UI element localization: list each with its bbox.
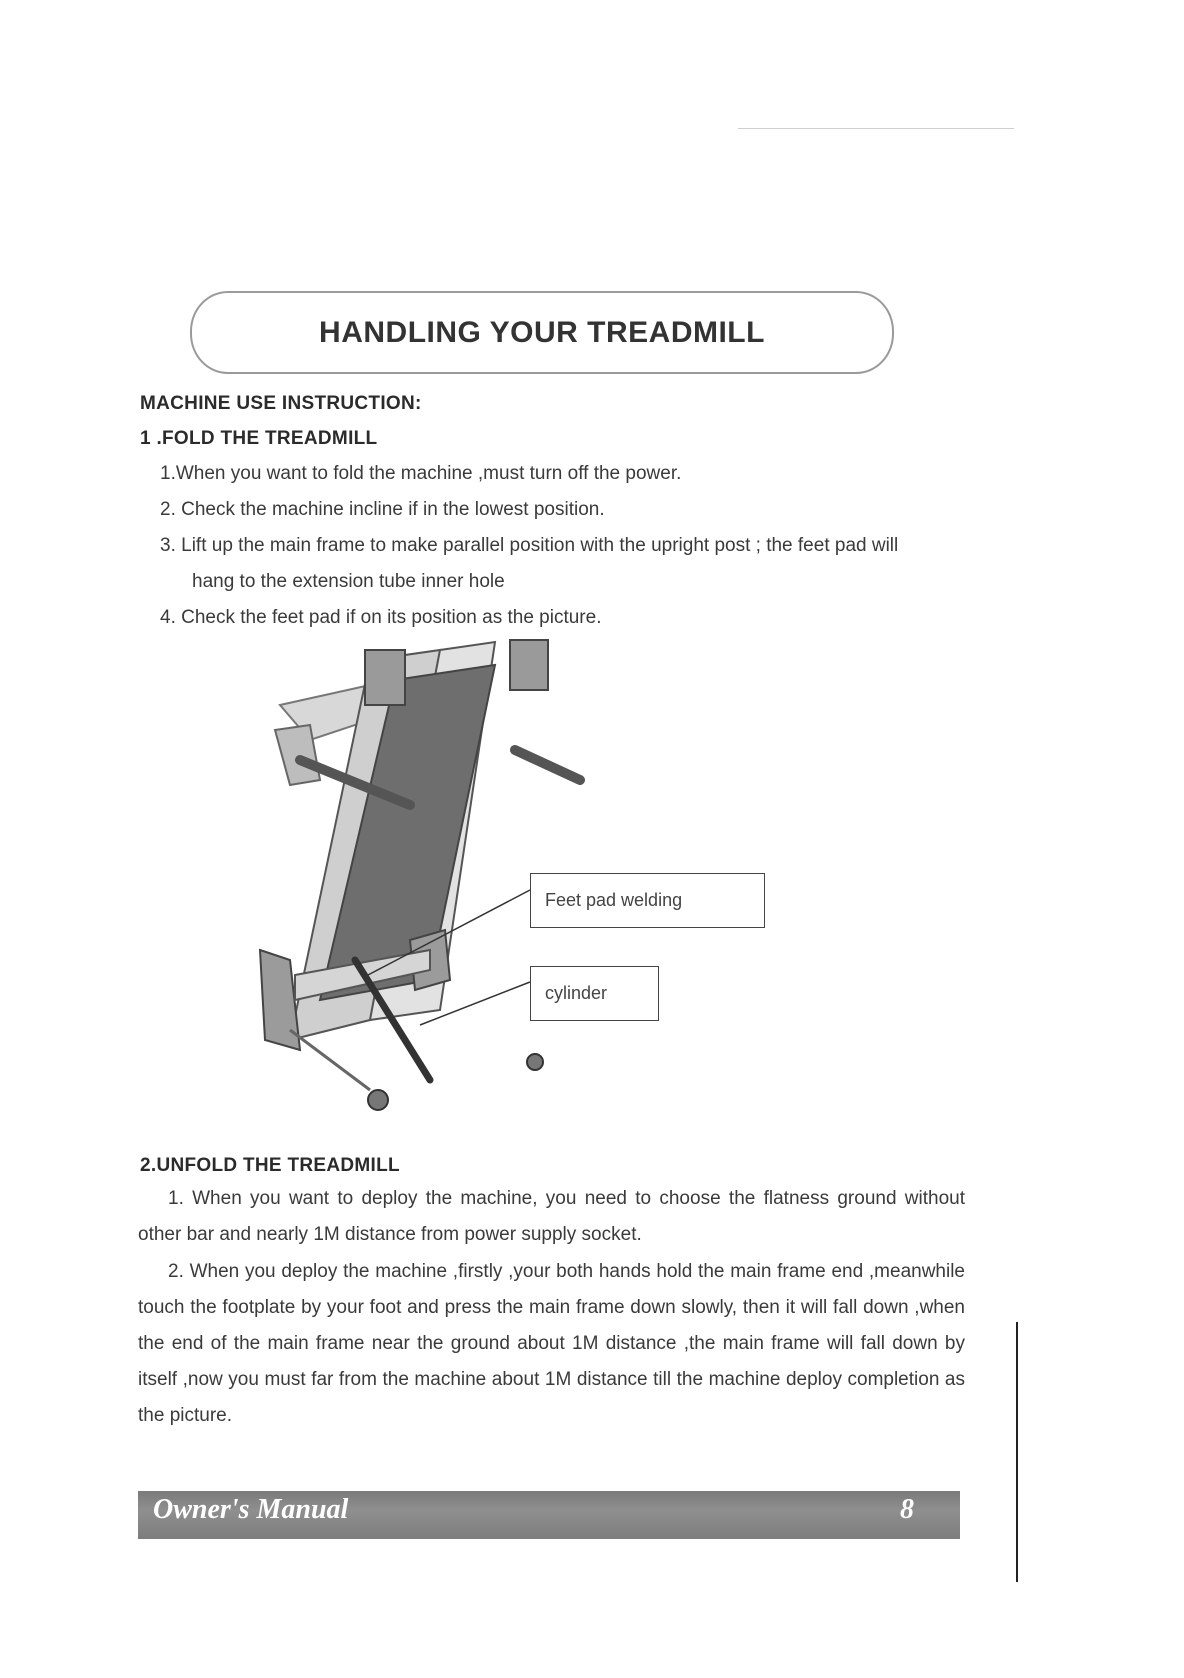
callout-feet-pad-welding: Feet pad welding bbox=[530, 873, 765, 928]
fold-step-3: 3. Lift up the main frame to make parallel position with the upright post ; the feet pad will bbox=[160, 535, 899, 556]
unfold-heading: 2.UNFOLD THE TREADMILL bbox=[140, 1155, 400, 1176]
scan-line-right bbox=[1016, 1322, 1018, 1582]
section-heading: MACHINE USE INSTRUCTION: bbox=[140, 393, 422, 414]
fold-step-2: 2. Check the machine incline if in the lowest position. bbox=[160, 499, 605, 520]
fold-heading: 1 .FOLD THE TREADMILL bbox=[140, 428, 378, 449]
footer-title: Owner's Manual bbox=[153, 1494, 349, 1525]
page-title: HANDLING YOUR TREADMILL bbox=[319, 316, 765, 349]
scan-line-top bbox=[738, 128, 1014, 129]
unfold-paragraph-1: 1. When you want to deploy the machine, you need to choose the flatness ground without other bar and nearly 1M distance from power supply socket. bbox=[138, 1188, 965, 1245]
callout-cylinder: cylinder bbox=[530, 966, 659, 1021]
fold-step-1: 1.When you want to fold the machine ,must turn off the power. bbox=[160, 463, 682, 484]
page-number: 8 bbox=[900, 1494, 914, 1525]
fold-step-4: 4. Check the feet pad if on its position as the picture. bbox=[160, 607, 602, 628]
unfold-paragraph-2: 2. When you deploy the machine ,firstly ,your both hands hold the main frame end ,meanwhile touch the footplate by your foot and press the main frame down slowly, then it will fall down ,when the end of the main frame near the ground about 1M distance ,the main frame will fall down by itself ,now you must far from the machine about 1M distance till the machine deploy completion as the picture. bbox=[138, 1261, 965, 1426]
fold-step-3-cont: hang to the extension tube inner hole bbox=[192, 571, 505, 592]
